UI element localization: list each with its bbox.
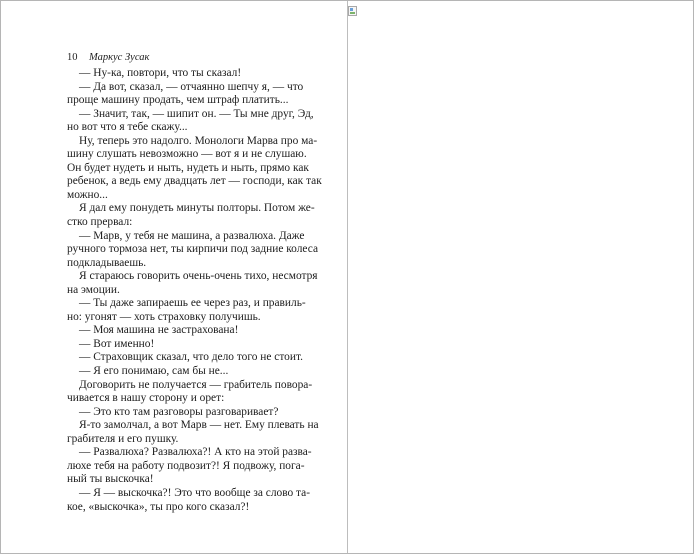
text-line: подкладываешь. <box>67 256 147 269</box>
text-line: но вот что я тебе скажу... <box>67 121 188 134</box>
author-name: Маркус Зусак <box>89 52 150 63</box>
text-line: — Я — выскочка?! Это что вообще за слово та- <box>79 486 311 499</box>
text-line: ребенок, а ведь ему двадцать лет — господи, как так <box>67 175 322 188</box>
page-number: 10 <box>67 52 78 63</box>
running-head <box>67 51 149 64</box>
text-line: — Страховщик сказал, что дело того не стоит. <box>79 351 303 364</box>
text-line: ручного тормоза нет, ты кирпичи под задние колеса <box>67 243 319 256</box>
text-line: — Вот именно! <box>79 337 155 350</box>
text-line: — Моя машина не застрахована! <box>79 324 239 337</box>
text-line: люхе тебя на работу подвозит?! Я подвожу, пога- <box>67 459 305 472</box>
text-line: ный ты выскочка! <box>67 473 154 486</box>
right-page <box>348 1 693 553</box>
text-line: — Значит, так, — шипит он. — Ты мне друг, Эд, <box>79 107 314 120</box>
text-line: можно... <box>67 188 108 201</box>
text-line: Ну, теперь это надолго. Монологи Марва про ма- <box>79 134 318 147</box>
text-line: Я дал ему понудеть минуты полторы. Потом же- <box>79 202 315 215</box>
text-line: Договорить не получается — грабитель повора- <box>79 378 313 391</box>
left-page <box>1 1 347 553</box>
broken-image-icon <box>348 6 357 16</box>
text-line: шину слушать невозможно — вот я и не слушаю. <box>67 148 307 161</box>
text-line: — Это кто там разговоры разговаривает? <box>79 405 279 418</box>
text-line: на эмоции. <box>67 283 120 296</box>
text-line: Он будет нудеть и ныть, нудеть и ныть, прямо как <box>67 161 309 174</box>
page-text <box>67 67 322 514</box>
text-line: грабителя и его пушку. <box>67 432 179 445</box>
text-line: стко прервал: <box>67 216 133 229</box>
text-line: кое, «выскочка», ты про кого сказал?! <box>67 500 250 513</box>
text-line: Я-то замолчал, а вот Марв — нет. Ему плевать на <box>79 419 319 432</box>
text-line: — Ну-ка, повтори, что ты сказал! <box>79 67 242 79</box>
text-line: чивается в нашу сторону и орет: <box>67 392 225 405</box>
text-line: — Марв, у тебя не машина, а развалюха. Даже <box>79 229 305 242</box>
text-line: Я стараюсь говорить очень-очень тихо, несмотря <box>79 270 318 283</box>
text-line: — Я его понимаю, сам бы не... <box>79 365 229 378</box>
text-line: проще машину продать, чем штраф платить... <box>67 94 289 107</box>
text-line: — Развалюха? Развалюха?! А кто на этой разва- <box>79 446 312 459</box>
text-line: но: угонят — хоть страховку получишь. <box>67 310 261 323</box>
text-line: — Ты даже запираешь ее через раз, и правиль- <box>79 297 306 310</box>
text-line: — Да вот, сказал, — отчаянно шепчу я, — что <box>79 80 304 93</box>
